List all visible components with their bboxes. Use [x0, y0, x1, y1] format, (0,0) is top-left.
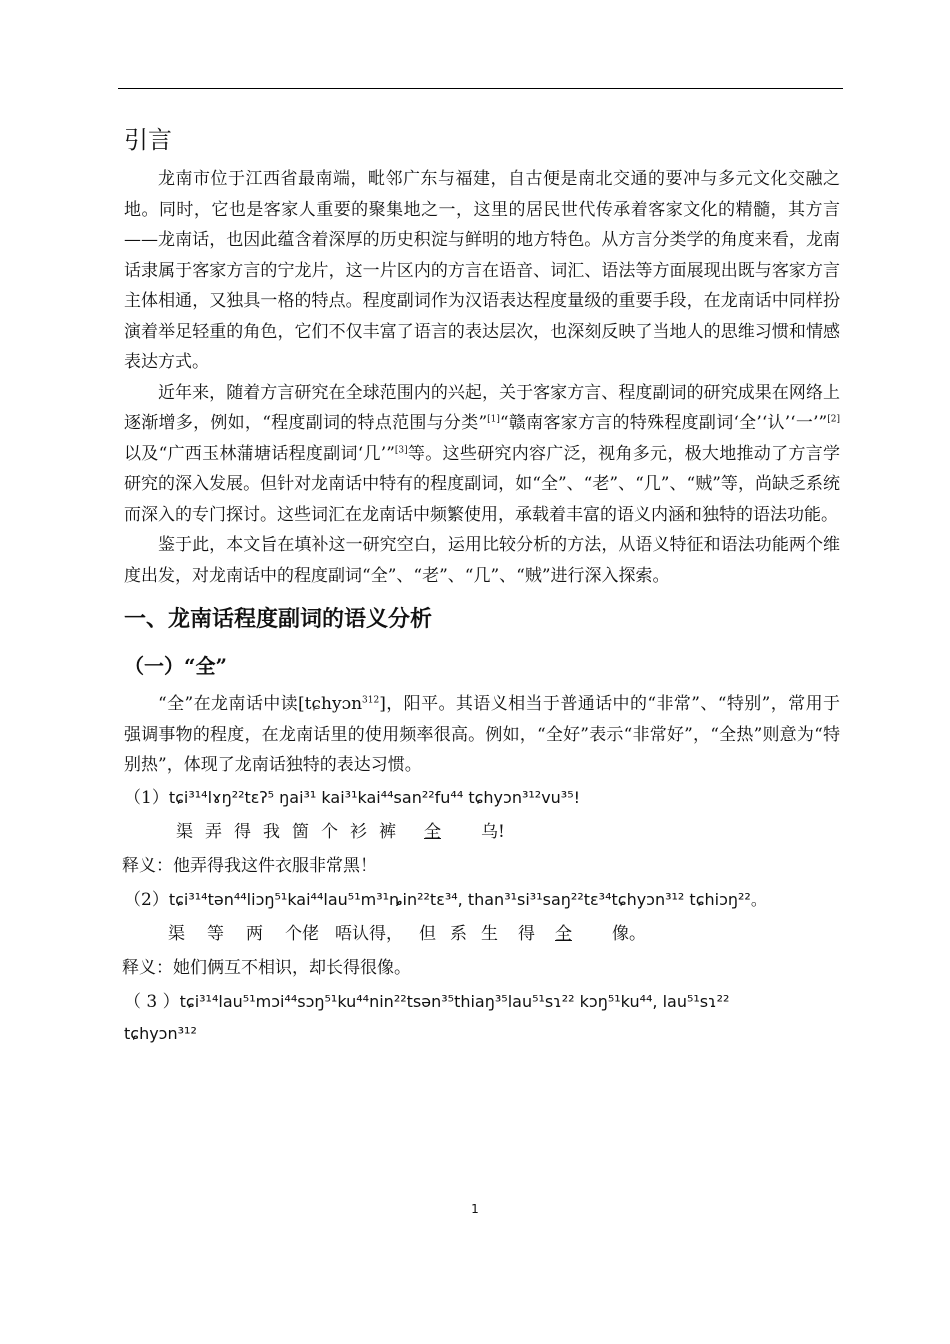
- gloss-key-word: 全: [555, 923, 572, 944]
- gloss-tail: 乌!: [481, 821, 505, 842]
- subsection-1-heading: （一）“全”: [124, 654, 228, 678]
- example-1-gloss: [124, 817, 840, 847]
- example-2-ipa-line: [124, 885, 840, 915]
- citation-2[interactable]: [2]: [827, 414, 840, 425]
- gloss-char: 但: [419, 923, 436, 944]
- example-2-number: （2）: [124, 889, 169, 910]
- gloss-char: 衫: [350, 821, 367, 842]
- gloss-char: 箇: [292, 821, 309, 842]
- intro-paragraph-1: 龙南市位于江西省最南端，毗邻广东与福建，自古便是南北交通的要冲与多元文化交融之地。同时，它也是客家人重要的聚集地之一，这里的居民世代传承着客家文化的精髓，其方言——龙南话，也因此蕴含着深厚的历史积淀与鲜明的地方特色。从方言分类学的角度来看，龙南话隶属于客家方言的宁龙片，这一片区内的方言在语音、词汇、语法等方面展现出既与客家方言主体相通，又独具一格的特点。程度副词作为汉语表达程度量级的重要手段，在龙南话中同样扮演着举足轻重的角色，它们不仅丰富了语言的表达层次，也深刻反映了当地人的思维习惯和情感表达方式。: [124, 169, 840, 372]
- example-3-ipa: tɕi³¹⁴lau⁵¹mɔi⁴⁴sɔŋ⁵¹ku⁴⁴nin²²tsən³⁵thiaŋ³⁵lau⁵¹sɿ²² kɔŋ⁵¹ku⁴⁴, lau⁵¹sɿ²²: [179, 991, 730, 1011]
- gloss-char: 得: [518, 923, 535, 944]
- gloss-char: 等: [207, 923, 224, 944]
- gloss-key-word: 全: [424, 821, 441, 842]
- intro-p2-text-d: 等。这些研究内容广泛，视角多元，极大地推动了方言学研究的深入发展。但针对龙南话中特有的程度副词，如“全”、“老”、“几”、“贼”等，尚缺乏系统而深入的专门探讨。这些词汇在龙南话中频繁使用，承载着丰富的语义内涵和独特的语法功能。: [124, 443, 840, 525]
- section-1-heading: 一、龙南话程度副词的语义分析: [124, 606, 433, 632]
- gloss-char: 生: [481, 923, 498, 944]
- example-2-gloss: [124, 919, 840, 949]
- gloss-char: 得: [234, 821, 251, 842]
- quan-tone: 312: [362, 695, 380, 706]
- page-body: [124, 120, 840, 1051]
- gloss-char: 个: [321, 821, 338, 842]
- intro-p2-text-c: 以及“广西玉林蒲塘话程度副词‘几’”: [124, 443, 395, 464]
- intro-paragraph-2: [124, 378, 840, 531]
- gloss-char: 唔认得，: [335, 923, 403, 944]
- citation-1[interactable]: [1]: [487, 414, 500, 425]
- intro-paragraph-3: 鉴于此，本文旨在填补这一研究空白，运用比较分析的方法，从语义特征和语法功能两个维度出发，对龙南话中的程度副词“全”、“老”、“几”、“贼”进行深入探索。: [124, 535, 840, 586]
- section-1-paragraph: [124, 689, 840, 781]
- quan-text-a: “全”在龙南话中读[tɕhyɔn: [158, 694, 363, 714]
- example-3-ipa-continued: [124, 1019, 840, 1049]
- example-3-ipa-line: [124, 987, 840, 1017]
- example-1-number: （1）: [124, 787, 169, 808]
- page-number: 1: [471, 1202, 479, 1216]
- example-1-explanation: 释义：他弄得我这件衣服非常黑！: [122, 855, 377, 876]
- gloss-char: 两: [246, 923, 263, 944]
- gloss-char: 我: [263, 821, 280, 842]
- gloss-char: 弄: [205, 821, 222, 842]
- example-1-ipa-line: [124, 783, 840, 813]
- example-2-ipa: tɕi³¹⁴tən⁴⁴liɔŋ⁵¹kai⁴⁴lau⁵¹m³¹ȵin²²tɛ³⁴, than³¹si³¹saŋ²²tɛ³⁴tɕhyɔn³¹² tɕhiɔŋ²²。: [168, 889, 767, 909]
- gloss-char: 系: [450, 923, 467, 944]
- gloss-char: 渠: [176, 821, 193, 842]
- example-3-ipa-cont: tɕhyɔn³¹²: [124, 1023, 197, 1043]
- header-rule: [118, 88, 843, 89]
- intro-p2-text-a: 近年来，随着方言研究在全球范围内的兴起，关于客家方言、程度副词的研究成果在网络上逐渐增多，例如，“程度副词的特点范围与分类”: [124, 382, 840, 433]
- example-3-number: （ 3 ）: [124, 991, 180, 1012]
- example-1-ipa: tɕi³¹⁴lɤŋ²²tɛʔ⁵ ŋai³¹ kai³¹kai⁴⁴san²²fu⁴⁴ tɕhyɔn³¹²vu³⁵!: [168, 787, 581, 807]
- quan-text-b: ]，阳平。其语义相当于普通话中的“非常”、“特别”，常用于强调事物的程度，在龙南话里的使用频率很高。例如，“全好”表示“非常好”，“全热”则意为“特别热”，体现了龙南话独特的表达习惯。: [124, 694, 840, 775]
- gloss-char: 个佬: [285, 923, 319, 944]
- intro-p2-text-b: “赣南客家方言的特殊程度副词‘全’‘认’‘一’”: [499, 413, 828, 433]
- intro-heading: 引言: [124, 126, 172, 154]
- gloss-char: 渠: [168, 923, 185, 944]
- gloss-char: 裤: [379, 821, 396, 842]
- citation-3[interactable]: [3]: [394, 444, 408, 455]
- gloss-tail: 像。: [612, 923, 646, 944]
- example-2-explanation: 释义：她们俩互不相识，却长得很像。: [122, 957, 411, 978]
